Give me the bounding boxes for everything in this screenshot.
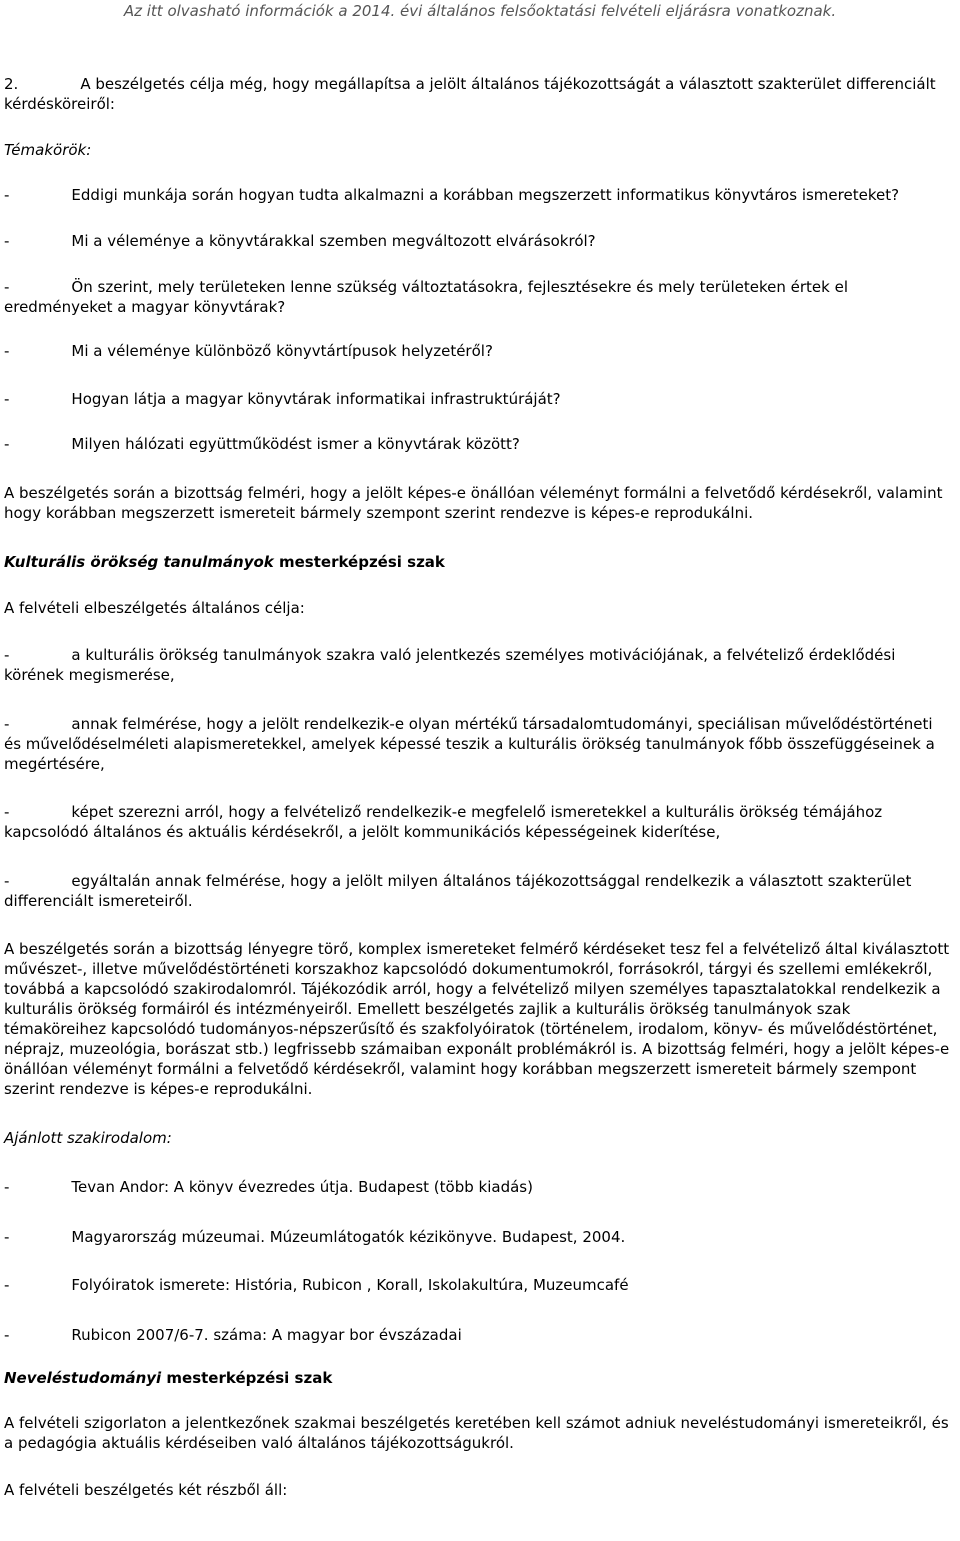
kulturalis-intro: A felvételi elbeszélgetés általános célja: (4, 599, 305, 617)
assessment-paragraph: A beszélgetés során a bizottság felméri, hogy a jelölt képes-e önállóan véleményt formálni a felvetődő kérdésekről, valamint hogy korábban megszerzett ismereteit bármely szempont szerint rendezve is képes-e reprodukálni. (4, 484, 943, 522)
page-header: Az itt olvasható információk a 2014. évi általános felsőoktatási felvételi eljárásra vonatkoznak. (123, 2, 837, 20)
topic-item: - Hogyan látja a magyar könyvtárak informatikai infrastruktúráját? (4, 390, 561, 408)
neveles-heading: Neveléstudományi mesterképzési szak (4, 1369, 333, 1387)
goal-item: - egyáltalán annak felmérése, hogy a jelölt milyen általános tájékozottsággal rendelkezik a választott szakterület differenciált ismereteiről. (4, 872, 912, 910)
literature-item: - Tevan Andor: A könyv évezredes útja. Budapest (több kiadás) (4, 1178, 533, 1196)
section-2-text: A beszélgetés célja még, hogy megállapítsa a jelölt általános tájékozottságát a választott szakterület differenciált kérdésköreiről: (4, 75, 936, 113)
literature-label: Ajánlott szakirodalom: (4, 1129, 172, 1147)
topic-item: - Milyen hálózati együttműködést ismer a könyvtárak között? (4, 435, 520, 453)
topic-item: - Eddigi munkája során hogyan tudta alkalmazni a korábban megszerzett informatikus könyvtáros ismereteket? (4, 186, 900, 204)
goal-item: - képet szerezni arról, hogy a felvételiző rendelkezik-e megfelelő ismeretekkel a kulturális örökség témájához kapcsolódó általános és aktuális kérdésekről, a jelölt kommunikációs képességeinek kiderítése, (4, 803, 883, 841)
document-body (4, 74, 954, 1500)
topics-label: Témakörök: (4, 141, 92, 159)
goal-item: - annak felmérése, hogy a jelölt rendelkezik-e olyan mértékű társadalomtudományi, speciálisan művelődéstörténeti és művelődéselméleti alapismeretekkel, amelyek képessé teszik a kulturális örökség tanulmányok főbb összefüggéseinek a megértésére, (4, 715, 935, 773)
neveles-last-line: A felvételi beszélgetés két részből áll: (4, 1481, 288, 1499)
topic-item: - Ön szerint, mely területeken lenne szükség változtatásokra, fejlesztésekre és mely területeken értek el eredményeket a magyar könyvtárak? (4, 278, 848, 316)
literature-item: - Magyarország múzeumai. Múzeumlátogatók kézikönyve. Budapest, 2004. (4, 1228, 626, 1246)
section-number: 2. (4, 75, 19, 93)
literature-item: - Rubicon 2007/6-7. száma: A magyar bor évszázadai (4, 1326, 462, 1344)
goal-item: - a kulturális örökség tanulmányok szakra való jelentkezés személyes motivációjának, a felvételiző érdeklődési körének megismerése, (4, 646, 896, 684)
topic-item: - Mi a véleménye különböző könyvtártípusok helyzetéről? (4, 342, 493, 360)
topic-item: - Mi a véleménye a könyvtárakkal szemben megváltozott elvárásokról? (4, 232, 596, 250)
kulturalis-paragraph: A beszélgetés során a bizottság lényegre törő, komplex ismereteket felmérő kérdéseket tesz fel a felvételiző által kiválasztott művészet-, illetve művelődéstörténeti korszakhoz kapcsolódó dokumentumokról, forrásokról, tárgyi és szellemi emlékekről, továbbá a kapcsolódó szakirodalomról. Tájékozódik arról, hogy a felvételiző milyen személyes tapasztalatokkal rendelkezik a kulturális örökség formáiról és intézményeiről. Emellett beszélgetés zajlik a kulturális örökség tanulmányok szak témaköreihez kapcsolódó tudományos-népszerűsítő és szakfolyóiratok (történelem, irodalom, könyv- és művelődéstörténet, néprajz, muzeológia, borászat stb.) legfrissebb számaiban exponált problémákról is. A bizottság felméri, hogy a jelölt képes-e önállóan véleményt formálni a felvetődő kérdésekről, valamint hogy korábban megszerzett ismereteit bármely szempont szerint rendezve is képes-e reprodukálni. (4, 940, 950, 1098)
neveles-paragraph: A felvételi szigorlaton a jelentkezőnek szakmai beszélgetés keretében kell számot adniuk neveléstudományi ismereteikről, és a pedagógia aktuális kérdéseiben való általános tájékozottságukról. (4, 1414, 949, 1452)
kulturalis-heading: Kulturális örökség tanulmányok mesterképzési szak (4, 553, 445, 571)
literature-item: - Folyóiratok ismerete: História, Rubicon , Korall, Iskolakultúra, Muzeumcafé (4, 1276, 629, 1294)
section-2-paragraph (4, 74, 954, 114)
